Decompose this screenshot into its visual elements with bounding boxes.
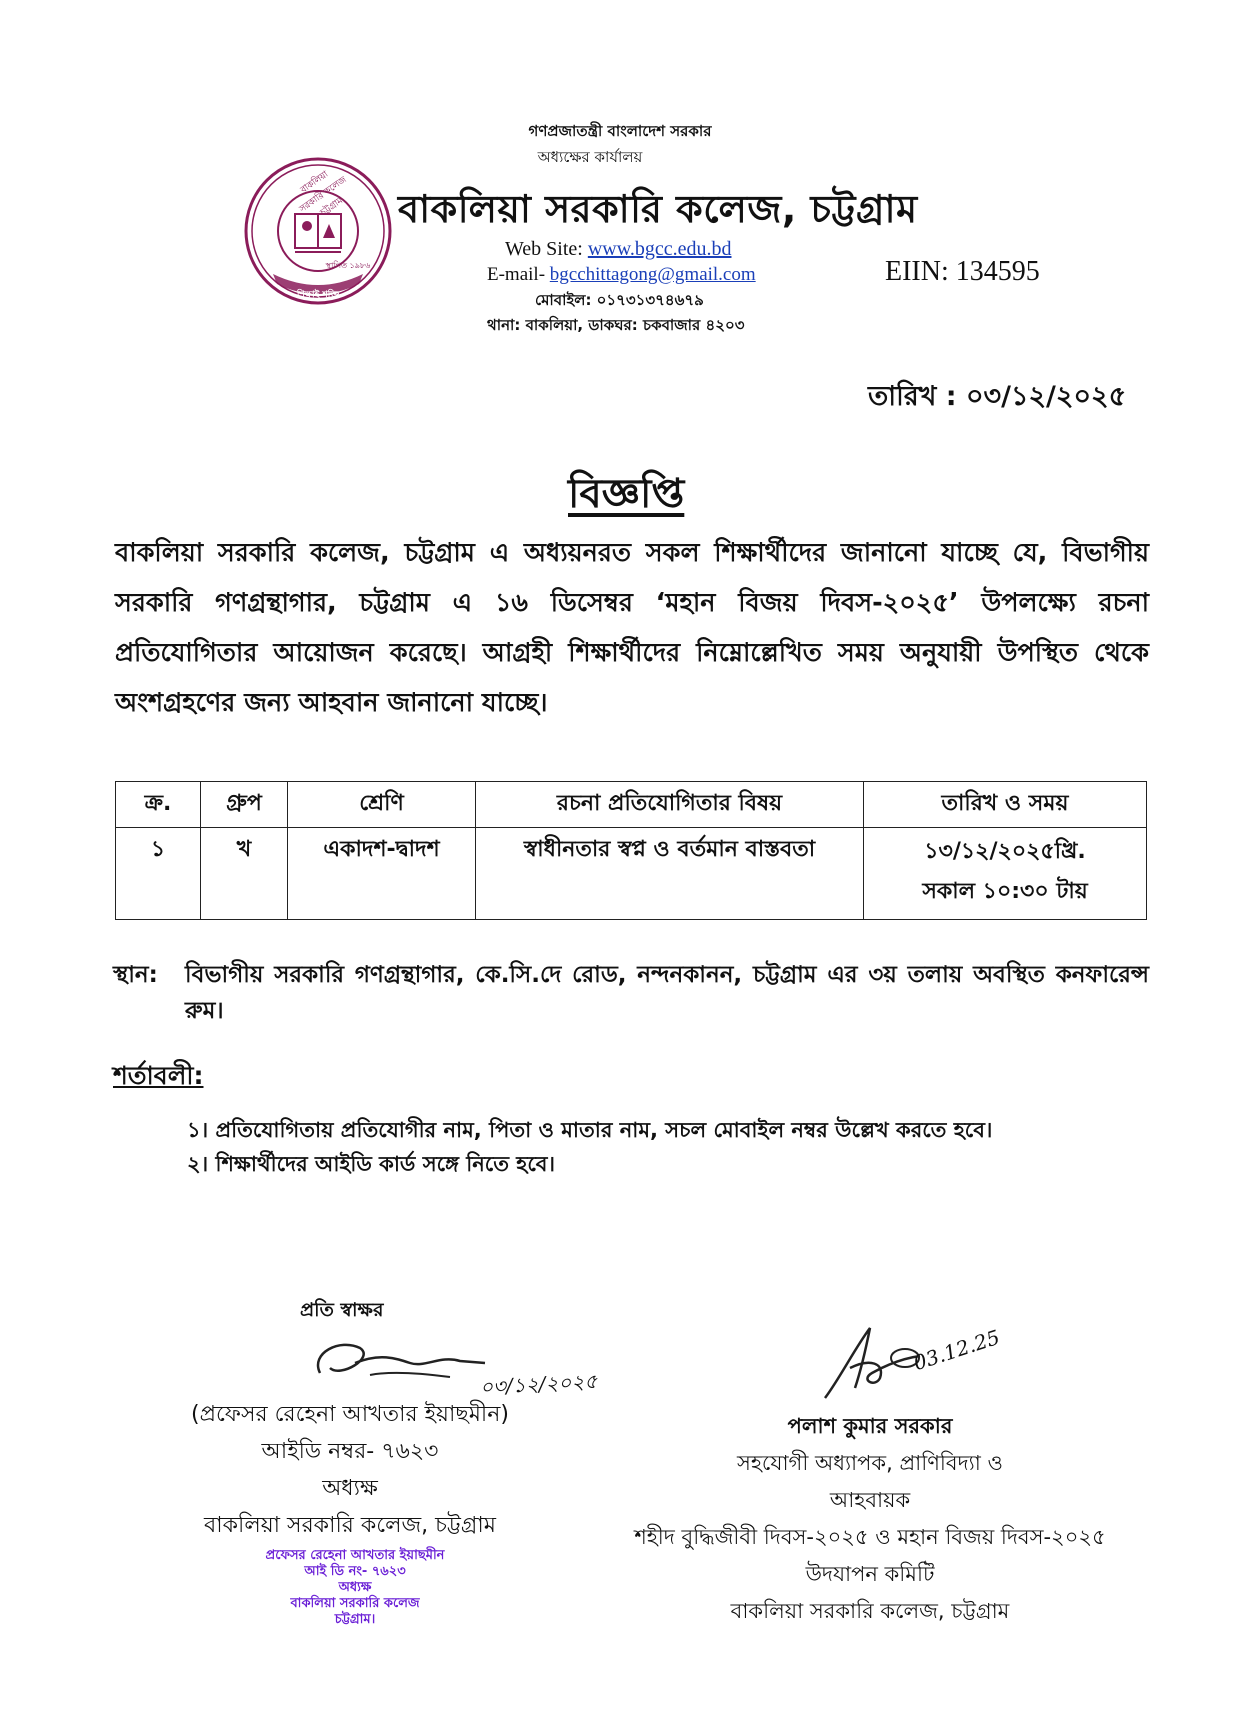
college-name: বাকলিয়া সরকারি কলেজ, চট্টগ্রাম: [398, 187, 918, 231]
convener-handwritten-date: 03.12.25: [910, 1324, 1003, 1376]
email-link[interactable]: bgcchittagong@gmail.com: [549, 264, 756, 285]
address-line: থানা: বাকলিয়া, ডাকঘর: চকবাজার ৪২০৩: [487, 316, 745, 334]
venue-block: [113, 957, 1149, 1029]
header-datetime: তারিখ ও সময়: [864, 782, 1147, 828]
logo-ring-text: বাকলিয়া সরকারি কলেজ চট্টগ্রাম: [297, 169, 349, 219]
stamp-city: চট্টগ্রাম।: [334, 1612, 376, 1627]
cell-time: সকাল ১০:৩০ টায়: [922, 879, 1088, 904]
venue-text: বিভাগীয় সরকারি গণগ্রন্থাগার, কে.সি.দে রোড, নন্দনকানন, চট্টগ্রাম এর ৩য় তলায় অবস্থিত কনফারেন্স রুম।: [185, 962, 1149, 1024]
principal-block: [150, 1396, 550, 1544]
stamp-college: বাকলিয়া সরকারি কলেজ: [290, 1596, 420, 1611]
stamp-designation: অধ্যক্ষ: [338, 1580, 372, 1595]
table-row: [116, 828, 1147, 920]
notice-title: বিজ্ঞপ্তি: [568, 471, 685, 517]
header-group: গ্রুপ: [201, 782, 288, 828]
cell-date: ১৩/১২/২০২৫খ্রি.: [924, 839, 1086, 864]
table-header-row: [116, 782, 1147, 828]
stamp-id: আই ডি নং- ৭৬২৩: [304, 1564, 406, 1579]
stamp-name: প্রফেসর রেহেনা আখতার ইয়াছমীন: [265, 1548, 445, 1563]
convener-committee: শহীদ বুদ্ধিজীবী দিবস-২০২৫ ও মহান বিজয় দিবস-২০২৫: [634, 1525, 1106, 1549]
office-line: অধ্যক্ষের কার্যালয়: [537, 148, 643, 166]
convener-role: আহবায়ক: [829, 1488, 911, 1512]
logo-motto: শিক্ষাই শক্তি: [296, 290, 340, 300]
cell-serial: ১: [116, 828, 201, 920]
venue-label: স্থান:: [113, 962, 158, 988]
cell-class: একাদশ-দ্বাদশ: [288, 828, 476, 920]
email-label: E-mail-: [487, 264, 550, 285]
website-label: Web Site:: [505, 238, 588, 260]
cell-topic: স্বাধীনতার স্বপ্ন ও বর্তমান বাস্তবতা: [476, 828, 864, 920]
notice-date: তারিখ : ০৩/১২/২০২৫: [868, 381, 1127, 412]
email-line: [487, 264, 756, 286]
conditions-list: [187, 1113, 1167, 1181]
principal-stamp: [225, 1548, 485, 1628]
header-class: শ্রেণি: [288, 782, 476, 828]
principal-id: আইডি নম্বর- ৭৬২৩: [261, 1439, 439, 1464]
principal-college: বাকলিয়া সরকারি কলেজ, চট্টগ্রাম: [204, 1513, 496, 1538]
header-serial: ক্র.: [116, 782, 201, 828]
website-line: [505, 238, 732, 261]
convener-name: পলাশ কুমার সরকার: [787, 1414, 953, 1438]
convener-committee-2: উদযাপন কমিটি: [805, 1562, 935, 1586]
website-link[interactable]: www.bgcc.edu.bd: [587, 238, 732, 260]
logo-est: স্থাপিত ১৯৮৬: [325, 261, 371, 270]
notice-body: বাকলিয়া সরকারি কলেজ, চট্টগ্রাম এ অধ্যয়নরত সকল শিক্ষার্থীদের জানানো যাচ্ছে যে, বিভাগীয় সরকারি গণগ্রন্থাগার, চট্টগ্রাম এ ১৬ ডিসেম্বর ‘মহান বিজয় দিবস-২০২৫’ উপলক্ষ্যে রচনা প্রতিযোগিতার আয়োজন করেছে। আগ্রহী শিক্ষার্থীদের নিম্নোল্লেখিত সময় অনুযায়ী উপস্থিত থেকে অংশগ্রহণের জন্য আহবান জানানো যাচ্ছে।: [115, 538, 1149, 718]
principal-handwritten-date: ০৩/১২/২০২৫: [479, 1368, 598, 1400]
condition-item: ১। প্রতিযোগিতায় প্রতিযোগীর নাম, পিতা ও মাতার নাম, সচল মোবাইল নম্বর উল্লেখ করতে হবে।: [187, 1118, 993, 1142]
header-topic: রচনা প্রতিযোগিতার বিষয়: [476, 782, 864, 828]
eiin: EIIN: 134595: [885, 256, 1040, 287]
condition-item: ২। শিক্ষার্থীদের আইডি কার্ড সঙ্গে নিতে হবে।: [187, 1152, 555, 1176]
convener-college: বাকলিয়া সরকারি কলেজ, চট্টগ্রাম: [730, 1599, 1010, 1623]
principal-name: (প্রফেসর রেহেনা আখতার ইয়াছমীন): [191, 1402, 509, 1427]
cell-datetime: [864, 828, 1147, 920]
convener-title: সহযোগী অধ্যাপক, প্রাণিবিদ্যা ও: [737, 1451, 1003, 1475]
mobile-line: মোবাইল: ০১৭৩১৩৭৪৬৭৯: [535, 291, 704, 309]
countersign-label: প্রতি স্বাক্ষর: [300, 1299, 384, 1321]
principal-signature: [300, 1333, 500, 1393]
convener-block: [610, 1408, 1130, 1630]
competition-table: [115, 781, 1147, 920]
conditions-heading: শর্তাবলী:: [113, 1061, 204, 1090]
principal-designation: অধ্যক্ষ: [322, 1476, 378, 1501]
cell-group: খ: [201, 828, 288, 920]
govt-line: গণপ্রজাতন্ত্রী বাংলাদেশ সরকার: [528, 122, 712, 140]
